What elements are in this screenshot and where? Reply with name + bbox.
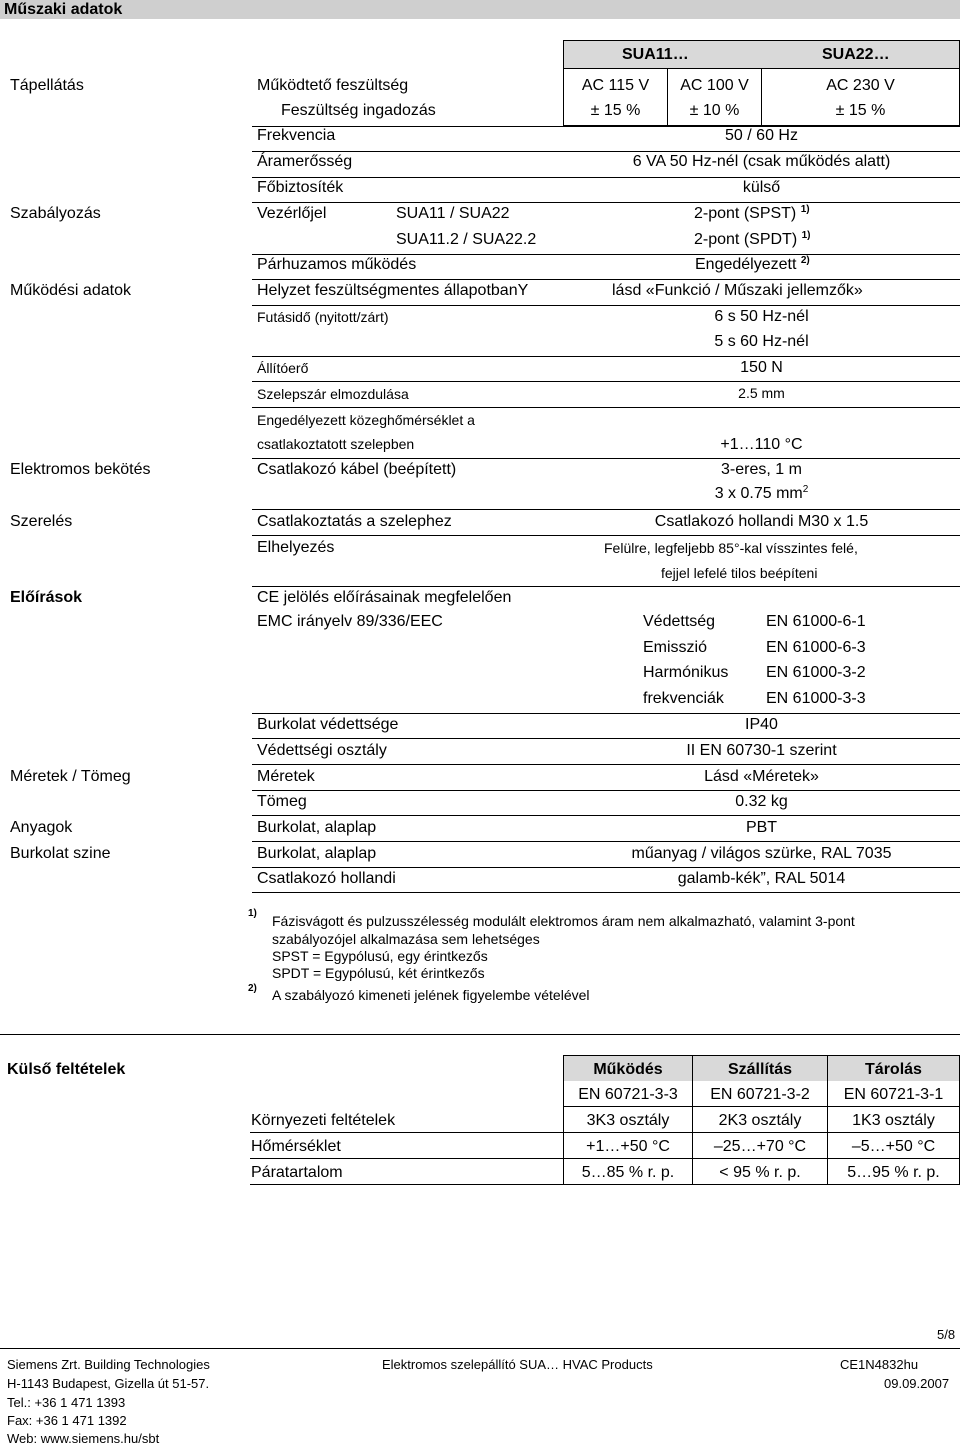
spec-label: Feszültség ingadozás	[281, 102, 436, 119]
footer-address: H-1143 Budapest, Gizella út 51-57.	[7, 1376, 210, 1391]
env-col-name: Szállítás	[727, 1061, 793, 1078]
divider	[252, 356, 960, 357]
spec-model: SUA11 / SUA22	[396, 205, 510, 222]
spec-value: galamb-kék”, RAL 5014	[677, 870, 846, 887]
footnote-text: Fázisvágott és pulzusszélesség modulált elektromos áram nem alkalmazható, valamint 3-pont	[272, 913, 855, 929]
spec-value: Csatlakozó hollandi M30 x 1.5	[654, 513, 869, 530]
env-row-label: Hőmérséklet	[251, 1138, 341, 1155]
env-row-label: Környezeti feltételek	[251, 1112, 396, 1129]
spec-label: Engedélyezett közeghőmérséklet a	[257, 412, 475, 428]
footer-product: Elektromos szelepállító SUA… HVAC Products	[382, 1357, 653, 1372]
spec-value: PBT	[745, 819, 778, 836]
spec-value: fejjel lefelé tilos beépíteni	[661, 565, 818, 581]
spec-value: 2-pont (SPST) $^{1)}$	[694, 204, 810, 222]
spec-value: 150 N	[740, 359, 783, 376]
env-value: +1…+50 °C	[586, 1138, 670, 1155]
spec-value: lásd «Funkció / Műszaki jellemzők»	[612, 282, 863, 299]
env-col-name: Működés	[593, 1061, 663, 1078]
spec-label: Csatlakozó kábel (beépített)	[257, 461, 457, 478]
spec-label: Futásidő (nyitott/zárt)	[257, 309, 389, 325]
divider	[252, 126, 960, 127]
divider	[252, 815, 960, 816]
footer-date: 09.09.2007	[884, 1376, 950, 1391]
divider	[252, 535, 960, 536]
env-title: Külső feltételek	[7, 1061, 126, 1078]
footnote-text: SPDT = Egypólusú, két érintkezős	[272, 965, 485, 981]
emc-std: EN 61000-3-3	[766, 690, 866, 707]
footnote-marker: 1)	[248, 908, 257, 919]
emc-name: Emisszió	[643, 639, 708, 656]
env-row-label: Páratartalom	[251, 1164, 343, 1181]
category-control: Szabályozás	[10, 205, 101, 222]
divider	[252, 509, 960, 510]
env-col-std: EN 60721-3-2	[710, 1086, 810, 1103]
footnote-text: A szabályozó kimeneti jelének figyelembe vételével	[272, 987, 590, 1003]
emc-name: frekvenciák	[643, 690, 724, 707]
col-header-sua22: SUA22…	[822, 46, 890, 63]
spec-value: AC 230 V	[826, 77, 895, 94]
spec-value: 6 VA 50 Hz-nél (csak működés alatt)	[632, 153, 891, 170]
emc-name: Harmónikus	[643, 664, 729, 681]
divider	[252, 151, 960, 152]
spec-value: 5 s 60 Hz-nél	[714, 333, 809, 350]
divider	[252, 202, 960, 203]
divider	[252, 458, 960, 459]
page-title: Műszaki adatok	[4, 1, 123, 18]
category-dims: Méretek / Tömeg	[10, 768, 131, 785]
spec-value: Engedélyezett $^{2)}$	[695, 255, 810, 273]
spec-model: SUA11.2 / SUA22.2	[396, 231, 537, 248]
spec-value: ± 10 %	[689, 102, 740, 119]
category-color: Burkolat szine	[10, 845, 111, 862]
category-materials: Anyagok	[10, 819, 73, 836]
category-mounting: Szerelés	[10, 513, 73, 530]
divider	[252, 381, 960, 382]
col-header-sua11: SUA11…	[622, 46, 689, 63]
env-value: 5…85 % r. p.	[581, 1164, 675, 1181]
footer-fax: Fax: +36 1 471 1392	[7, 1413, 127, 1428]
env-value: –5…+50 °C	[851, 1138, 936, 1155]
divider	[252, 738, 960, 739]
divider	[252, 713, 960, 714]
spec-value: 2.5 mm	[738, 385, 785, 401]
spec-value: ± 15 %	[590, 102, 641, 119]
env-col-std: EN 60721-3-1	[843, 1086, 944, 1103]
footnote-text: szabályozójel alkalmazása sem lehetséges	[272, 931, 540, 947]
footer-web: Web: www.siemens.hu/sbt	[7, 1431, 160, 1446]
spec-value: +1…110 °C	[720, 436, 803, 453]
category-norms: Előírások	[10, 589, 83, 606]
spec-value: IP40	[745, 716, 778, 733]
divider	[252, 841, 960, 842]
footnote-marker: 2)	[248, 983, 257, 994]
page-number: 5/8	[937, 1327, 956, 1342]
divider	[252, 254, 960, 255]
category-operation: Működési adatok	[10, 282, 131, 299]
env-value: 3K3 osztály	[586, 1112, 670, 1129]
spec-value: Lásd «Méretek»	[704, 768, 819, 785]
spec-label: Áramerősség	[257, 153, 353, 170]
spec-label: CE jelölés előírásainak megfelelően	[257, 589, 512, 606]
spec-label: Elhelyezés	[257, 539, 335, 556]
spec-value: 3 x 0.75 $mm^2$	[714, 484, 809, 502]
spec-label: Vezérlőjel	[257, 205, 327, 222]
spec-label: Helyzet feszültségmentes állapotbanY	[257, 282, 529, 299]
divider	[252, 892, 960, 893]
spec-label: Frekvencia	[257, 127, 336, 144]
env-value: 5…95 % r. p.	[847, 1164, 940, 1181]
divider	[252, 305, 960, 306]
spec-label: EMC irányelv 89/336/EEC	[257, 613, 443, 630]
section-header	[0, 0, 960, 19]
env-col-std: EN 60721-3-3	[578, 1086, 678, 1103]
spec-label: Védettségi osztály	[257, 742, 387, 759]
emc-std: EN 61000-6-1	[766, 613, 866, 630]
divider	[252, 177, 960, 178]
spec-label: Tömeg	[257, 793, 307, 810]
spec-value: műanyag / világos szürke, RAL 7035	[631, 845, 892, 862]
footer-separator	[0, 1348, 960, 1349]
category-power: Tápellátás	[10, 77, 84, 94]
env-value: –25…+70 °C	[713, 1138, 807, 1155]
spec-label: Csatlakoztatás a szelephez	[257, 513, 452, 530]
spec-label: Burkolat, alaplap	[257, 845, 377, 862]
env-value: < 95 % r. p.	[719, 1164, 801, 1181]
spec-label: Főbiztosíték	[257, 179, 344, 196]
env-col-name: Tárolás	[865, 1061, 922, 1078]
spec-label: Állítóerő	[257, 360, 309, 376]
category-electrical: Elektromos bekötés	[10, 461, 151, 478]
spec-label: Működtető feszültség	[257, 77, 409, 94]
divider	[252, 867, 960, 868]
spec-value: 0.32 kg	[735, 793, 788, 810]
divider	[252, 279, 960, 280]
section-separator	[0, 1034, 960, 1035]
emc-std: EN 61000-3-2	[766, 664, 866, 681]
spec-label: csatlakoztatott szelepben	[257, 436, 415, 452]
spec-value: 50 / 60 Hz	[725, 127, 798, 144]
divider	[252, 790, 960, 791]
spec-value: AC 115 V	[581, 77, 650, 94]
spec-value: II EN 60730-1 szerint	[686, 742, 837, 759]
spec-value: 2-pont (SPDT) $^{1)}$	[694, 230, 811, 248]
spec-label: Szelepszár elmozdulása	[257, 386, 409, 402]
footnote-text: SPST = Egypólusú, egy érintkezős	[272, 948, 488, 964]
divider	[252, 586, 960, 587]
spec-label: Párhuzamos működés	[257, 256, 417, 273]
spec-value: 6 s 50 Hz-nél	[714, 308, 809, 325]
emc-std: EN 61000-6-3	[766, 639, 866, 656]
spec-label: Burkolat, alaplap	[257, 819, 377, 836]
footer-tel: Tel.: +36 1 471 1393	[7, 1395, 126, 1410]
spec-label: Méretek	[257, 768, 315, 785]
spec-value: 3-eres, 1 m	[721, 461, 802, 478]
spec-label: Csatlakozó hollandi	[257, 870, 396, 887]
emc-name: Védettség	[643, 613, 716, 630]
divider	[252, 407, 960, 408]
spec-value: AC 100 V	[680, 77, 749, 94]
footer-company: Siemens Zrt. Building Technologies	[7, 1357, 210, 1372]
env-value: 2K3 osztály	[718, 1112, 802, 1129]
spec-value: ± 15 %	[835, 102, 886, 119]
spec-value: külső	[742, 179, 781, 196]
env-value: 1K3 osztály	[852, 1112, 935, 1129]
spec-value: Felülre, legfeljebb 85°-kal vísszintes felé,	[604, 540, 858, 556]
divider	[252, 764, 960, 765]
spec-label: Burkolat védettsége	[257, 716, 399, 733]
footer-doc-id: CE1N4832hu	[840, 1357, 919, 1372]
